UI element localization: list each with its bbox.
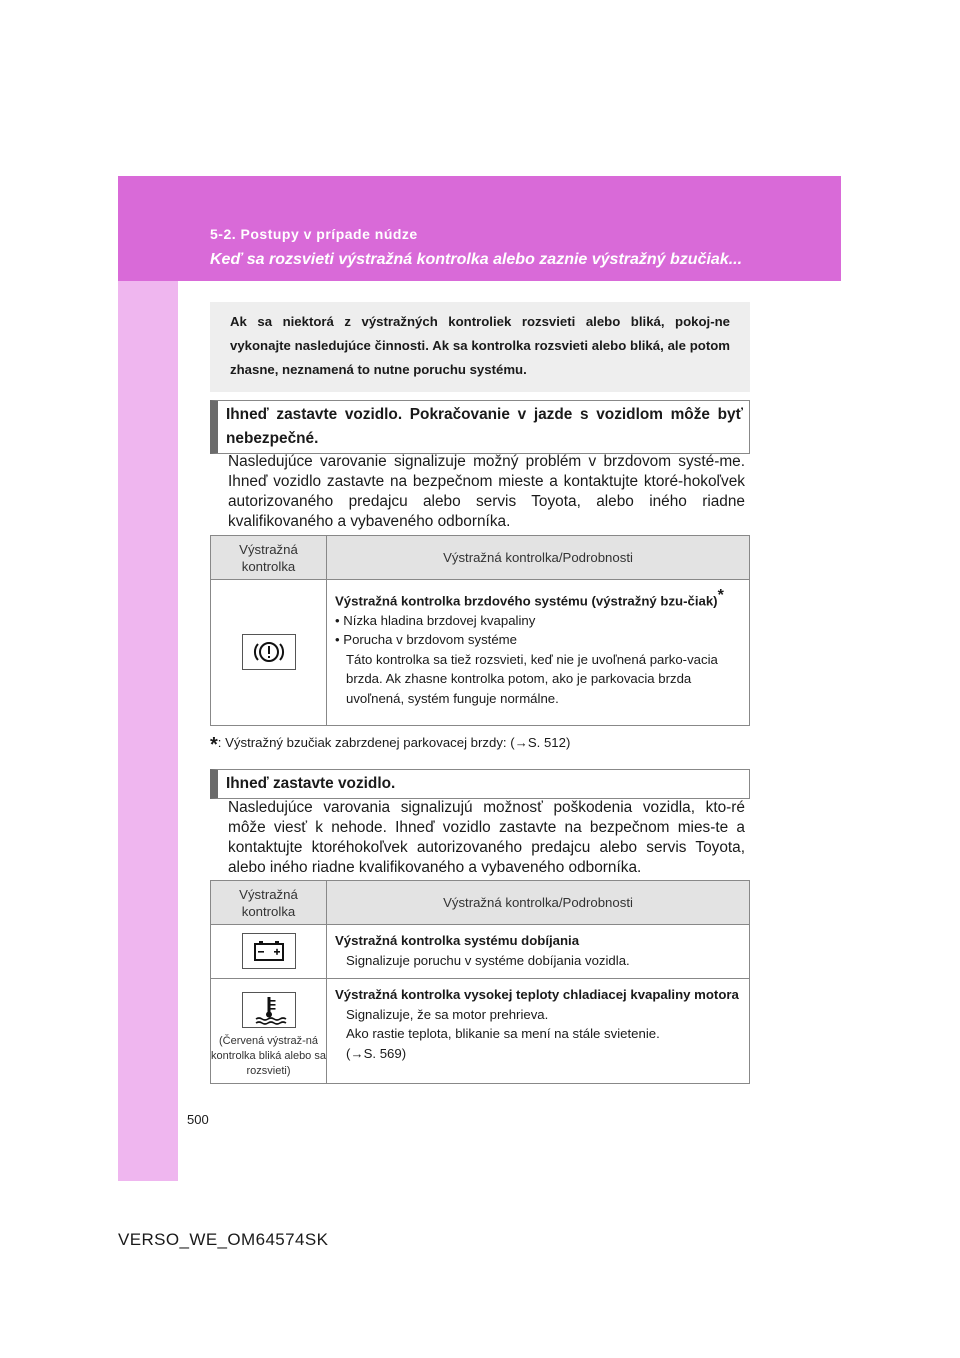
- list-item: • Nízka hladina brzdovej kvapaliny: [335, 612, 536, 628]
- coolant-warning-line1: Signalizuje, že sa motor prehrieva.: [346, 1006, 549, 1022]
- brake-warning-details: Táto kontrolka sa tiež rozsvieti, keď nie je uvoľnená parko-vacia brzda. Ak zhasne kontrolka potom, ako je parkovacia brzda uvoľnená, systém funguje normálne.: [346, 651, 718, 706]
- document-code: VERSO_WE_OM64574SK: [118, 1230, 329, 1249]
- intro-note: Ak sa niektorá z výstražných kontroliek rozsvieti alebo bliká, pokoj-ne vykonajte nasledujúce činnosti. Ak sa kontrolka rozsvieti alebo bliká, ale potom zhasne, neznamená to nutne poruchu systému.: [210, 302, 750, 392]
- section2-heading: Ihneď zastavte vozidlo.: [210, 769, 750, 799]
- section1-heading: Ihneď zastavte vozidlo. Pokračovanie v jazde s vozidlom môže byť nebezpečné.: [210, 400, 750, 454]
- table-charging-coolant: [210, 880, 750, 1084]
- table-row: [211, 580, 750, 726]
- table1-col2-header: Výstražná kontrolka/Podrobnosti: [327, 536, 750, 580]
- coolant-warning-line2: Ako rastie teplota, blikanie sa mení na stále svietenie.: [346, 1026, 660, 1041]
- charging-warning-title: Výstražná kontrolka systému dobíjania: [335, 933, 580, 948]
- table1-col1-header: Výstražná kontrolka: [211, 536, 327, 580]
- table2-col2-header: Výstražná kontrolka/Podrobnosti: [327, 881, 750, 925]
- table-row: [211, 925, 750, 979]
- coolant-icon-note: (Červená výstraž-ná kontrolka bliká alebo sa rozsvieti): [211, 1034, 326, 1077]
- page-heading: Keď sa rozsvieti výstražná kontrolka alebo zaznie výstražný bzučiak...: [210, 251, 743, 268]
- footnote: *: Výstražný bzučiak zabrzdenej parkovacej brzdy: (→S. 512): [210, 734, 571, 756]
- table-brake: [210, 535, 750, 726]
- side-band: [118, 281, 178, 1181]
- table2-col1-header: Výstražná kontrolka: [211, 881, 327, 925]
- coolant-warning-ref: (→S. 569): [346, 1045, 407, 1061]
- coolant-temperature-icon: [242, 992, 296, 1028]
- table-row: [211, 979, 750, 1084]
- battery-icon: [242, 933, 296, 969]
- brake-warning-title: Výstražná kontrolka brzdového systému (výstražný bzu-čiak): [335, 593, 718, 609]
- section-label: 5-2. Postupy v prípade núdze: [210, 226, 418, 242]
- section2-body: Nasledujúce varovania signalizujú možnosť poškodenia vozidla, kto-ré môže viesť k nehode. Ihneď vozidlo zastavte na bezpečnom mies-te a kontaktujte ktoréhokoľvek autorizovaného predajcu alebo servis Toyota, alebo iného riadne kvalifikovaného a vybaveného odborníka.: [228, 799, 745, 876]
- footnote-marker: *: [717, 587, 724, 604]
- page-number: 500: [187, 1112, 209, 1127]
- charging-warning-details: Signalizuje poruchu v systéme dobíjania vozidla.: [346, 952, 630, 968]
- section1-body: Nasledujúce varovanie signalizuje možný problém v brzdovom systé-me. Ihneď vozidlo zastavte na bezpečnom mieste a kontaktujte ktoré-hokoľvek autorizovaného predajcu alebo servis Toyota, alebo iného riadne kvalifikovaného a vybaveného odborníka.: [228, 453, 745, 530]
- brake-warning-icon: [242, 634, 296, 670]
- coolant-warning-title: Výstražná kontrolka vysokej teploty chladiacej kvapaliny motora: [335, 987, 739, 1002]
- list-item: • Porucha v brzdovom systéme: [335, 632, 517, 648]
